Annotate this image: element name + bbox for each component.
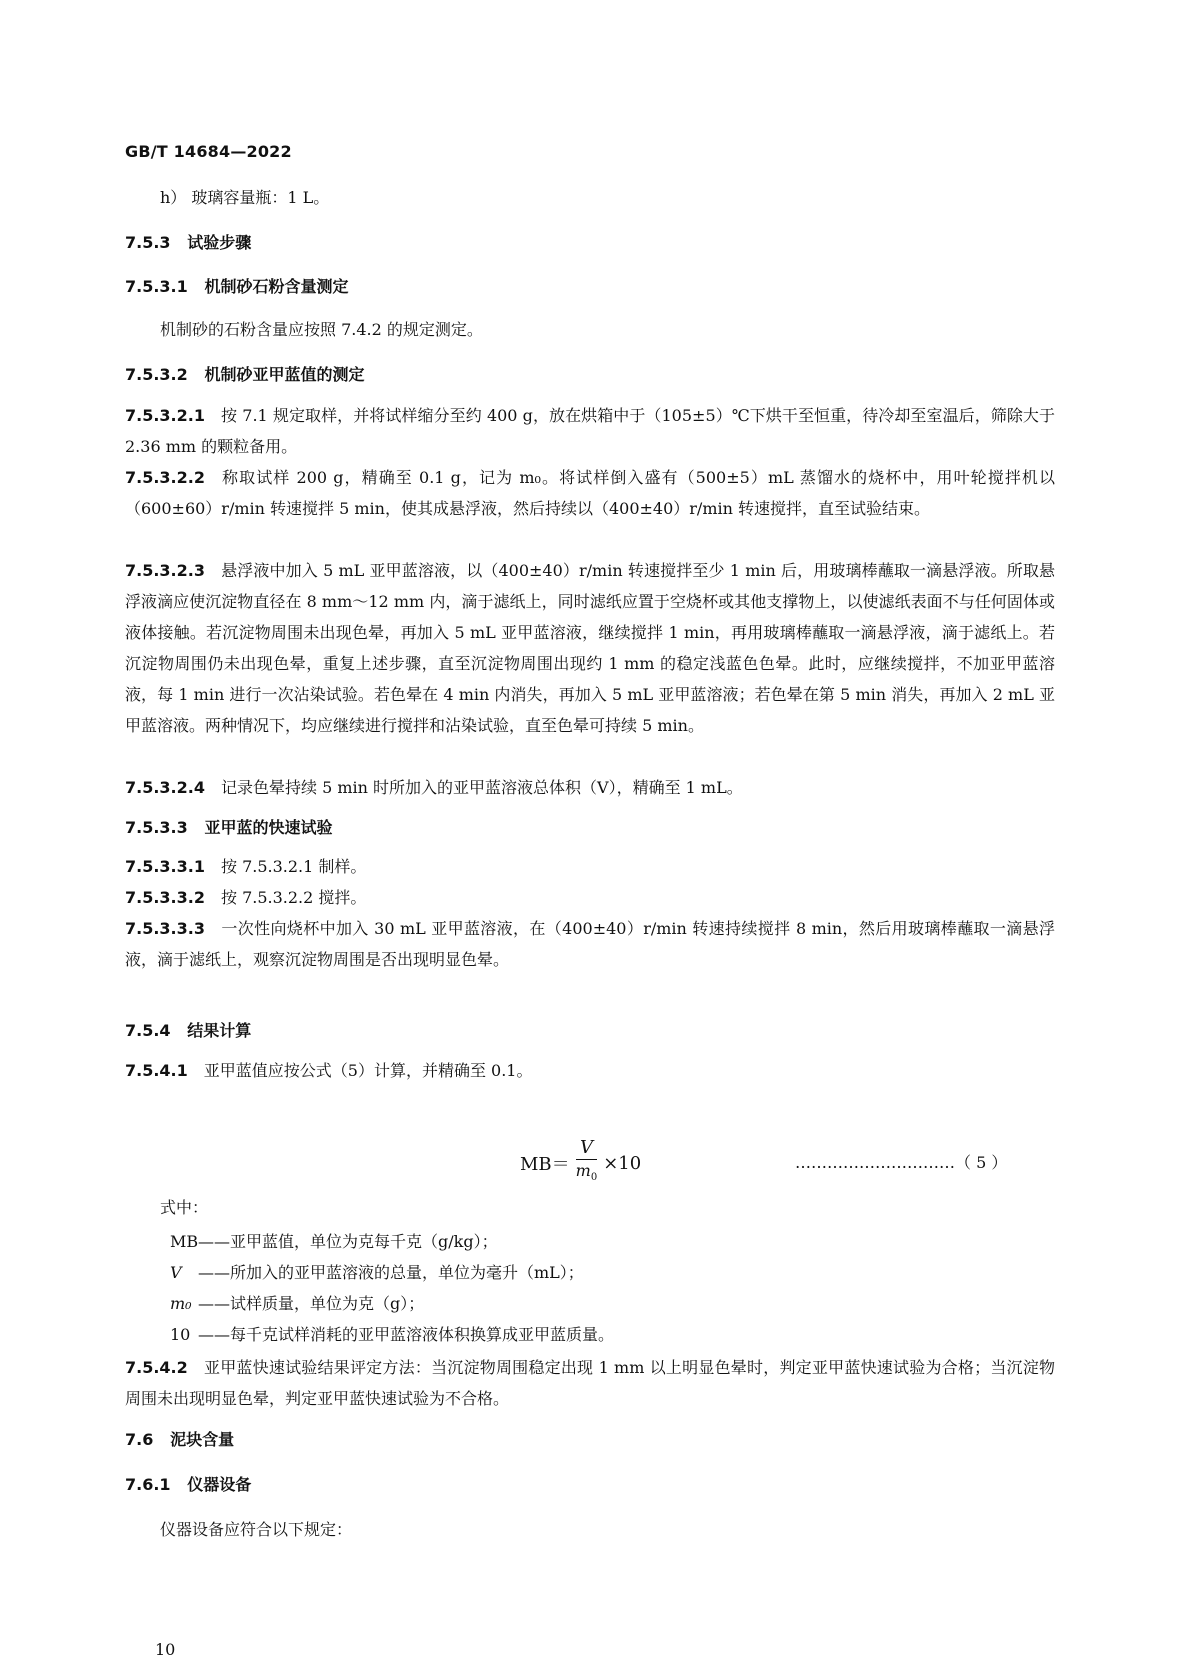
clause-7-5-4-1 <box>125 1055 1055 1086</box>
clause-text: 悬浮液中加入 5 mL 亚甲蓝溶液，以（400±40）r/min 转速搅拌至少 1 min 后，用玻璃棒蘸取一滴悬浮液。所取悬浮液滴应使沉淀物直径在 8 mm～12 mm 内，滴于滤纸上，同时滤纸应置于空烧杯或其他支撑物上，以使滤纸表面不与任何固体或液体接触。若沉淀物周围未出现色晕，再加入 5 mL 亚甲蓝溶液，继续搅拌 1 min，再用玻璃棒蘸取一滴悬浮液，滴于滤纸上。若沉淀物周围仍未出现色晕，重复上述步骤，直至沉淀物周围出现约 1 mm 的稳定浅蓝色色晕。此时，应继续搅拌，不加亚甲蓝溶液，每 1 min 进行一次沾染试验。若色晕在 4 min 内消失，再加入 5 mL 亚甲蓝溶液；若色晕在第 5 min 消失，再加入 2 mL 亚甲蓝溶液。两种情况下，均应继续进行搅拌和沾染试验，直至色晕可持续 5 min。 <box>125 561 1055 735</box>
section-heading-7-6-1 <box>125 1475 251 1495</box>
section-title: 结果计算 <box>187 1021 252 1040</box>
section-number: 7.5.4 <box>125 1021 171 1040</box>
clause-7-5-3-3-3 <box>125 913 1055 975</box>
section-title: 机制砂石粉含量测定 <box>204 277 349 296</box>
clause-7-5-3-2-4 <box>125 772 1055 803</box>
clause-number: 7.5.3.2.2 <box>125 468 205 487</box>
clause-number: 7.5.3.3.1 <box>125 857 205 876</box>
section-title: 泥块含量 <box>170 1430 235 1449</box>
where-label: 式中： <box>160 1198 209 1217</box>
clause-number: 7.5.3.3.2 <box>125 888 205 907</box>
section-title: 仪器设备 <box>187 1475 252 1494</box>
section-heading-7-5-3-1 <box>125 277 349 297</box>
paragraph-7-5-3-1: 机制砂的石粉含量应按照 7.4.2 的规定测定。 <box>160 320 483 339</box>
clause-text: 按 7.1 规定取样，并将试样缩分至约 400 g，放在烘箱中于（105±5）℃下烘干至恒重，待冷却至室温后，筛除大于 2.36 mm 的颗粒备用。 <box>125 406 1055 456</box>
clause-number: 7.5.3.2.4 <box>125 778 205 797</box>
formula-lhs: MB＝ <box>520 1154 570 1175</box>
clause-7-5-3-2-3 <box>125 555 1055 741</box>
definition-text: ——试样质量，单位为克（g）； <box>198 1294 425 1313</box>
fraction-denominator <box>576 1160 598 1189</box>
definition-v <box>170 1260 584 1283</box>
definition-symbol: MB <box>170 1232 199 1251</box>
standard-code: GB/T 14684—2022 <box>125 142 292 161</box>
section-heading-7-5-3-3 <box>125 818 333 838</box>
clause-7-5-3-3-1 <box>125 851 1055 882</box>
definition-10 <box>170 1322 614 1345</box>
clause-number: 7.5.3.2.1 <box>125 406 205 425</box>
clause-number: 7.5.3.3.3 <box>125 919 205 938</box>
section-number: 7.5.3.2 <box>125 365 188 384</box>
definition-mb <box>170 1229 498 1252</box>
section-title: 试验步骤 <box>187 233 252 252</box>
section-number: 7.6.1 <box>125 1475 171 1494</box>
clause-text: 按 7.5.3.2.1 制样。 <box>220 857 367 876</box>
section-heading-7-5-4 <box>125 1021 251 1041</box>
section-number: 7.5.3.1 <box>125 277 188 296</box>
definition-text: ——所加入的亚甲蓝溶液的总量，单位为毫升（mL）； <box>198 1263 584 1282</box>
section-number: 7.6 <box>125 1430 154 1449</box>
section-title: 机制砂亚甲蓝值的测定 <box>204 365 365 384</box>
section-heading-7-6 <box>125 1430 234 1450</box>
equation-number: …………………………（ 5 ） <box>795 1153 1008 1172</box>
paragraph-7-6-1: 仪器设备应符合以下规定： <box>160 1520 353 1539</box>
clause-text: 一次性向烧杯中加入 30 mL 亚甲蓝溶液，在（400±40）r/min 转速持续搅拌 8 min，然后用玻璃棒蘸取一滴悬浮液，滴于滤纸上，观察沉淀物周围是否出现明显色晕。 <box>125 919 1055 969</box>
clause-number: 7.5.3.2.3 <box>125 561 205 580</box>
definition-text: ——亚甲蓝值，单位为克每千克（g/kg）； <box>198 1232 498 1251</box>
clause-number: 7.5.4.2 <box>125 1358 188 1377</box>
clause-text: 亚甲蓝快速试验结果评定方法：当沉淀物周围稳定出现 1 mm 以上明显色晕时，判定亚甲蓝快速试验为合格；当沉淀物周围未出现明显色晕，判定亚甲蓝快速试验为不合格。 <box>125 1358 1055 1408</box>
section-heading-7-5-3 <box>125 233 251 253</box>
section-number: 7.5.3 <box>125 233 171 252</box>
section-title: 亚甲蓝的快速试验 <box>204 818 333 837</box>
clause-7-5-3-3-2 <box>125 882 1055 913</box>
page-number: 10 <box>155 1640 176 1659</box>
list-item-h: h） 玻璃容量瓶：1 L。 <box>160 188 330 207</box>
formula-5 <box>520 1138 641 1188</box>
clause-number: 7.5.4.1 <box>125 1061 188 1080</box>
definition-symbol: 10 <box>170 1325 191 1344</box>
formula-fraction <box>576 1137 598 1189</box>
definition-symbol: m₀ <box>170 1294 192 1313</box>
clause-text: 记录色晕持续 5 min 时所加入的亚甲蓝溶液总体积（V），精确至 1 mL。 <box>220 778 743 797</box>
clause-7-5-4-2 <box>125 1352 1055 1414</box>
clause-text: 亚甲蓝值应按公式（5）计算，并精确至 0.1。 <box>203 1061 533 1080</box>
clause-text: 称取试样 200 g，精确至 0.1 g，记为 m₀。将试样倒入盛有（500±5）mL 蒸馏水的烧杯中，用叶轮搅拌机以（600±60）r/min 转速搅拌 5 min，使其成悬浮液，然后持续以（400±40）r/min 转速搅拌，直至试验结束。 <box>125 468 1055 518</box>
clause-text: 按 7.5.3.2.2 搅拌。 <box>220 888 367 907</box>
clause-7-5-3-2-1 <box>125 400 1055 462</box>
definition-symbol: V <box>170 1263 182 1282</box>
fraction-numerator: V <box>579 1136 593 1158</box>
definition-text: ——每千克试样消耗的亚甲蓝溶液体积换算成亚甲蓝质量。 <box>198 1325 615 1344</box>
denominator-symbol: m <box>575 1160 591 1180</box>
definition-m0 <box>170 1291 424 1314</box>
clause-7-5-3-2-2 <box>125 462 1055 524</box>
section-number: 7.5.3.3 <box>125 818 188 837</box>
section-heading-7-5-3-2 <box>125 365 365 385</box>
denominator-subscript: 0 <box>590 1172 598 1184</box>
formula-rhs: ×10 <box>603 1152 642 1174</box>
